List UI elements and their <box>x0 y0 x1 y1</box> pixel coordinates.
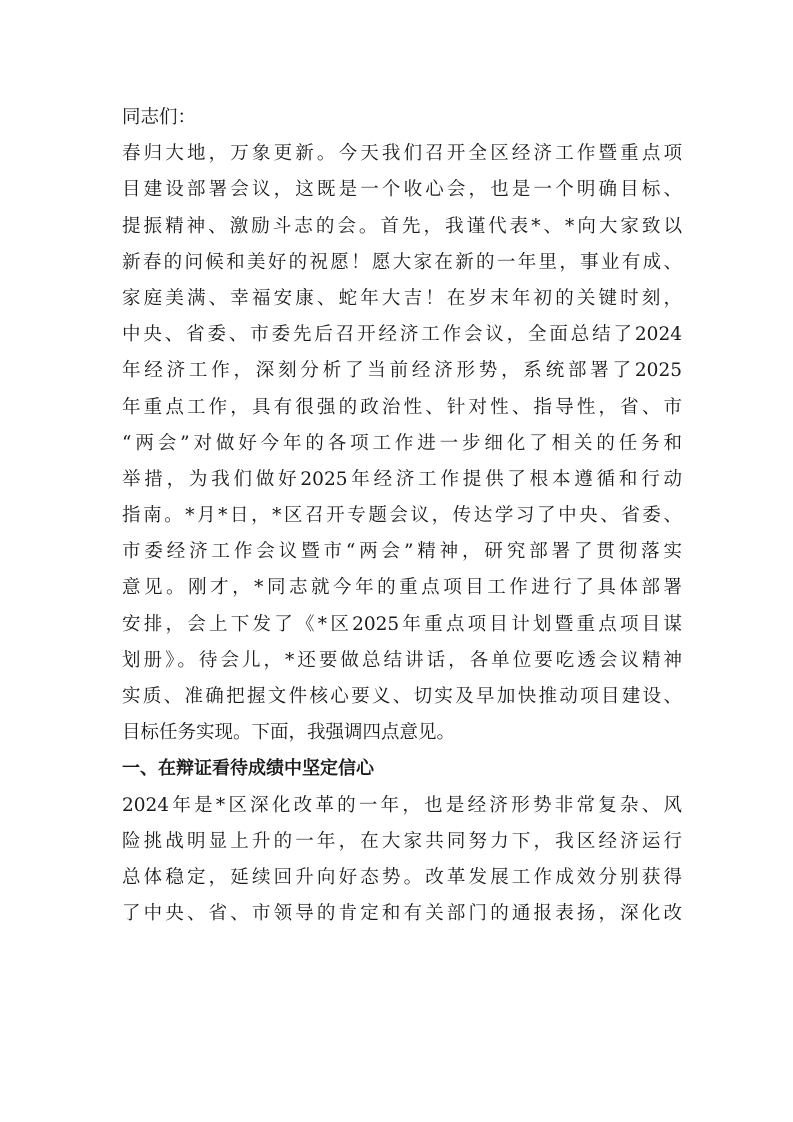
paragraph-line: 目建设部署会议，这既是一个收心会，也是一个明确目标、 <box>122 179 682 201</box>
paragraph-line: 春归大地，万象更新。今天我们召开全区经济工作暨重点项 <box>122 143 682 165</box>
paragraph-line: 目标任务实现。下面，我强调四点意见。 <box>122 722 456 744</box>
paragraph-line: 总体稳定，延续回升向好态势。改革发展工作成效分别获得 <box>122 866 682 888</box>
paragraph-line: 险挑战明显上升的一年，在大家共同努力下，我区经济运行 <box>122 830 682 852</box>
paragraph-line: 家庭美满、幸福安康、蛇年大吉！在岁末年初的关键时刻， <box>122 287 682 309</box>
paragraph-line: 年经济工作，深刻分析了当前经济形势，系统部署了2025 <box>122 360 682 382</box>
paragraph-line: 了中央、省、市领导的肯定和有关部门的通报表扬，深化改 <box>122 903 682 925</box>
document-body <box>122 100 682 932</box>
paragraph-line: 意见。刚才，*同志就今年的重点项目工作进行了具体部署 <box>122 577 682 599</box>
paragraph-1 <box>122 136 682 751</box>
section-heading: 一、在辩证看待成绩中坚定信心 <box>122 758 374 780</box>
paragraph-line: 划册》。待会儿，*还要做总结讲话，各单位要吃透会议精神 <box>122 649 682 671</box>
paragraph-line: 安排，会上下发了《*区2025年重点项目计划暨重点项目谋 <box>122 613 682 635</box>
paragraph-line: “两会”对做好今年的各项工作进一步细化了相关的任务和 <box>122 432 682 454</box>
paragraph-line: 指南。*月*日，*区召开专题会议，传达学习了中央、省委、 <box>122 505 682 527</box>
paragraph-line: 中央、省委、市委先后召开经济工作会议，全面总结了2024 <box>122 324 682 346</box>
paragraph-line: 新春的问候和美好的祝愿！愿大家在新的一年里，事业有成、 <box>122 251 682 273</box>
paragraph-2 <box>122 788 682 933</box>
paragraph-line: 年重点工作，具有很强的政治性、针对性、指导性，省、市 <box>122 396 682 418</box>
paragraph-line: 举措，为我们做好2025年经济工作提供了根本遵循和行动 <box>122 468 682 490</box>
paragraph-line: 2024年是*区深化改革的一年，也是经济形势非常复杂、风 <box>122 794 682 816</box>
paragraph-line: 实质、准确把握文件核心要义、切实及早加快推动项目建设、 <box>122 686 682 707</box>
salutation: 同志们： <box>122 107 197 128</box>
paragraph-line: 提振精神、激励斗志的会。首先，我谨代表*、*向大家致以 <box>122 215 682 237</box>
paragraph-line: 市委经济工作会议暨市“两会”精神，研究部署了贯彻落实 <box>122 541 682 563</box>
